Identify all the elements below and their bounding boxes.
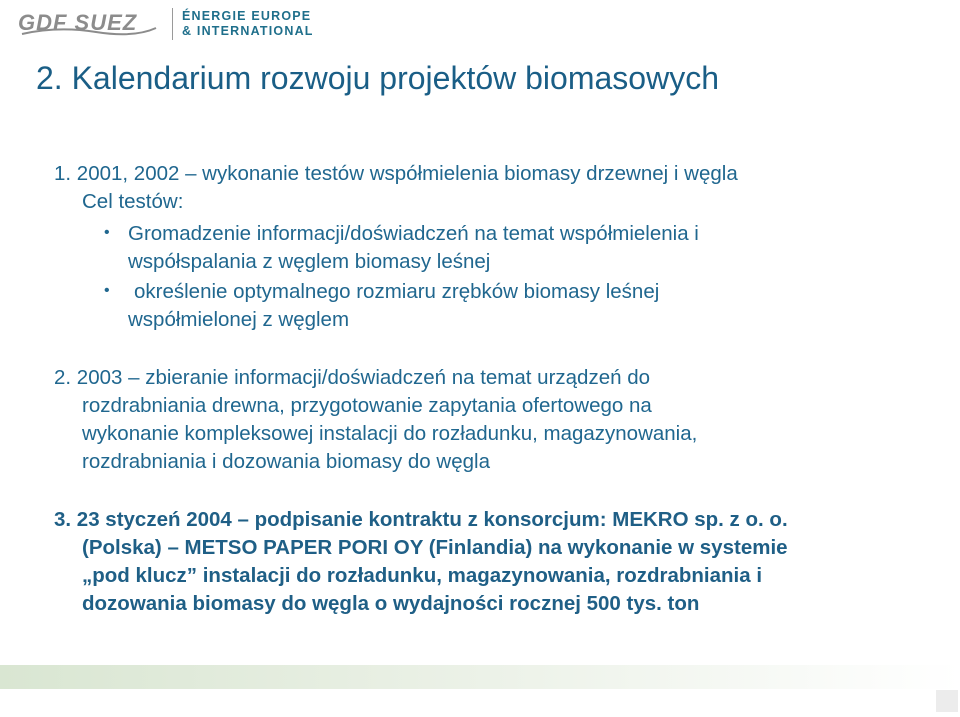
tagline-line-1: ÉNERGIE EUROPE — [182, 9, 312, 23]
item-3-line-2: (Polska) – METSO PAPER PORI OY (Finlandia) na wykonanie w systemie — [82, 536, 788, 559]
bullet-1-line-1: Gromadzenie informacji/doświadczeń na temat współmielenia i — [128, 222, 699, 245]
logo-tagline — [182, 9, 314, 39]
slide-title: 2. Kalendarium rozwoju projektów biomasowych — [36, 60, 719, 96]
item-2-line-4: rozdrabniania i dozowania biomasy do węgla — [82, 450, 490, 473]
item-1-line-2: Cel testów: — [82, 190, 184, 213]
footer-bar — [0, 665, 960, 689]
item-3-line-3: „pod klucz” instalacji do rozładunku, magazynowania, rozdrabniania i — [82, 564, 763, 587]
item-2-line-2: rozdrabniania drewna, przygotowanie zapytania ofertowego na — [82, 394, 652, 417]
item-2-line-3: wykonanie kompleksowej instalacji do rozładunku, magazynowania, — [82, 422, 698, 445]
item-2-line-1: 2. 2003 – zbieranie informacji/doświadczeń na temat urządzeń do — [54, 366, 650, 389]
item-1-line-1: 1. 2001, 2002 – wykonanie testów współmielenia biomasy drzewnej i węgla — [54, 162, 738, 185]
gdf-suez-logo — [18, 8, 160, 38]
bullet-2-line-1: określenie optymalnego rozmiaru zrębków biomasy leśnej — [134, 280, 660, 303]
bullet-2-symbol: • — [104, 282, 110, 299]
bullet-2-line-2: współmielonej z węglem — [128, 308, 350, 331]
item-3-line-4: dozowania biomasy do węgla o wydajności rocznej 500 tys. ton — [82, 592, 700, 615]
tagline-line-2: & INTERNATIONAL — [182, 24, 314, 38]
header — [0, 0, 960, 52]
bullet-1-line-2: współspalania z węglem biomasy leśnej — [128, 250, 491, 273]
slide-corner-marker — [936, 690, 958, 712]
gdf-suez-logo-text: GDF SUEZ — [18, 10, 138, 35]
item-3-line-1: 3. 23 styczeń 2004 – podpisanie kontraktu z konsorcjum: MEKRO sp. z o. o. — [54, 508, 788, 531]
logo-divider — [172, 8, 173, 40]
bullet-1-symbol: • — [104, 224, 110, 241]
